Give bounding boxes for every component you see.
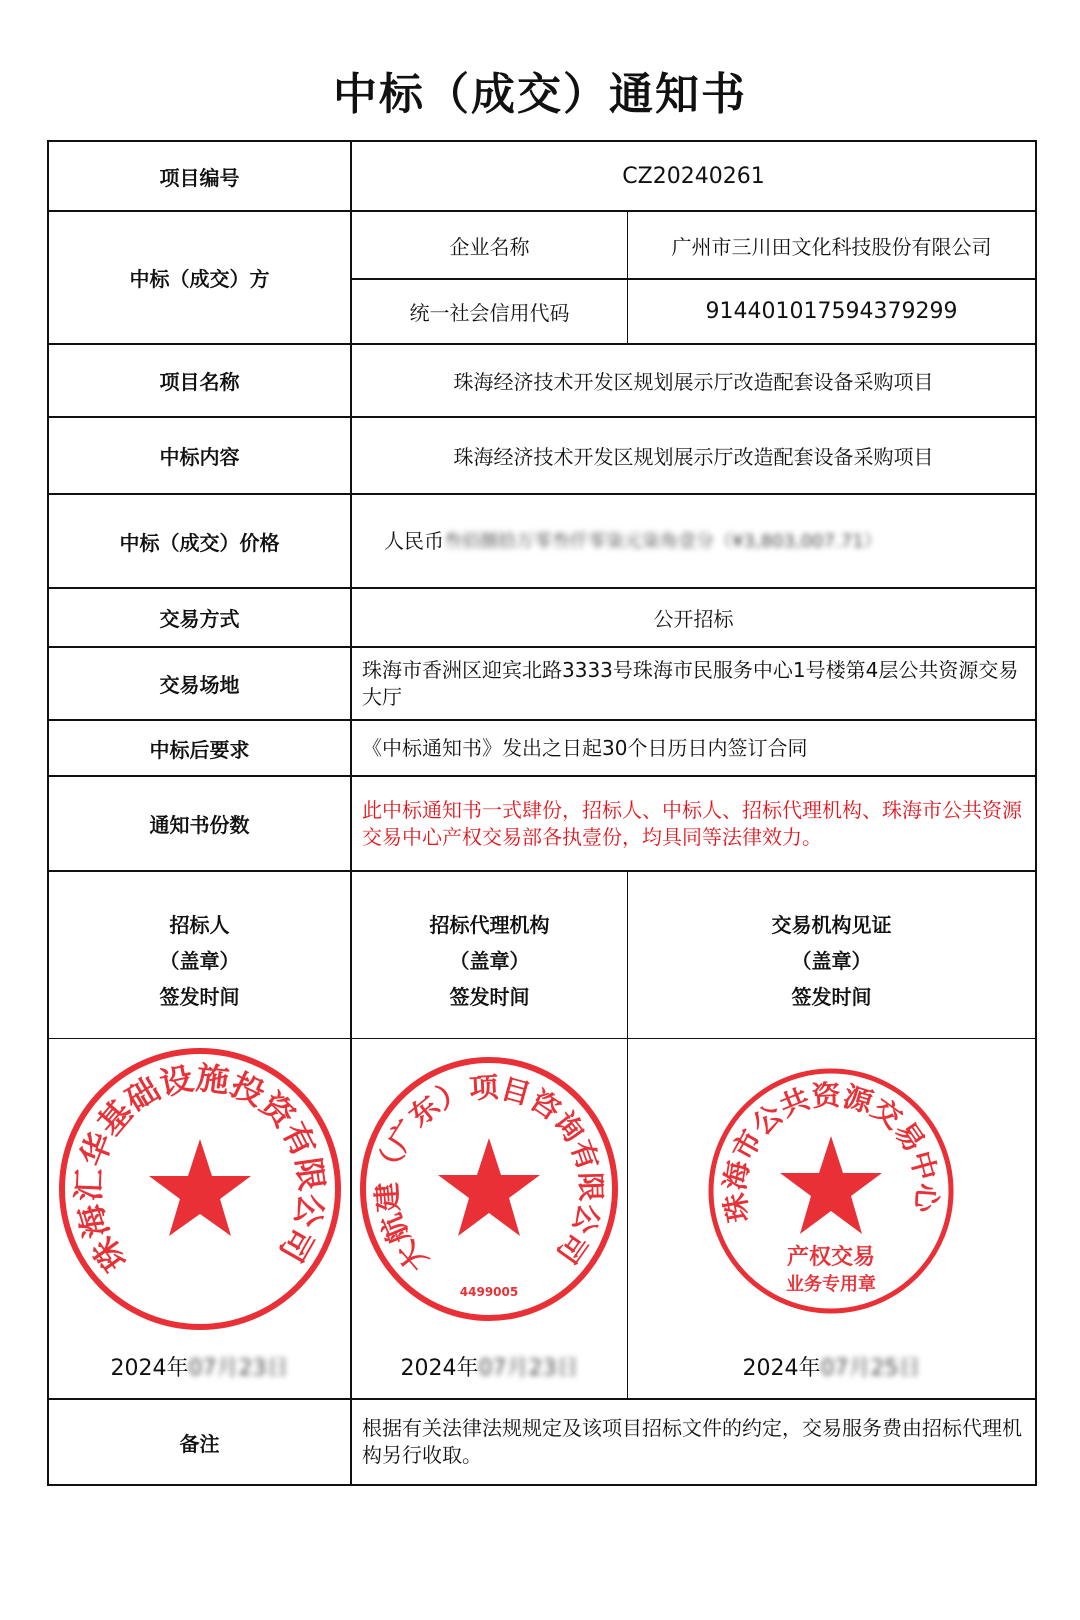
svg-text:大航建（广东）项目咨询有限公司: 大航建（广东）项目咨询有限公司: [370, 1070, 608, 1278]
date-redacted: 07月25日: [820, 1355, 921, 1381]
project-name-value: 珠海经济技术开发区规划展示厅改造配套设备采购项目: [453, 370, 934, 394]
signer-seal-label: （盖章）: [159, 949, 240, 973]
company-label: 企业名称: [449, 234, 530, 259]
method-label: 交易方式: [159, 607, 240, 631]
date-year: 2024年: [400, 1355, 479, 1381]
signer-title: 招标代理机构: [429, 913, 550, 937]
signer-agency: [352, 896, 627, 1026]
signer-time-label: 签发时间: [159, 985, 240, 1009]
signer-date-exchange: [628, 1346, 1035, 1386]
venue-label: 交易场地: [159, 673, 240, 697]
signer-tenderer: [49, 896, 350, 1026]
project-no-value: CZ20240261: [622, 163, 765, 189]
date-redacted: 07月23日: [188, 1355, 289, 1381]
date-year: 2024年: [110, 1355, 189, 1381]
document-title: 中标（成交）通知书: [333, 69, 747, 120]
svg-text:4499005: 4499005: [459, 1285, 519, 1299]
svg-text:产权交易: 产权交易: [786, 1245, 876, 1270]
credit-label: 统一社会信用代码: [409, 301, 570, 325]
price-amount-redacted: 叁佰捌拾万零叁仟零柒元柒角壹分（¥3,803,007.71）: [444, 530, 882, 552]
project-no-label: 项目编号: [159, 165, 240, 190]
winner-label: 中标（成交）方: [129, 267, 270, 291]
signer-title: 交易机构见证: [771, 913, 892, 937]
stamp-tenderer: [55, 1044, 345, 1334]
stamp-agency: [356, 1056, 622, 1322]
price-prefix: 人民币: [384, 528, 444, 553]
content-label: 中标内容: [159, 445, 240, 469]
credit-value: 914401017594379299: [705, 299, 958, 324]
company-value: 广州市三川田文化科技股份有限公司: [671, 234, 992, 259]
svg-text:珠海市公共资源交易中心: 珠海市公共资源交易中心: [718, 1078, 944, 1225]
signer-seal-label: （盖章）: [791, 949, 872, 973]
date-redacted: 07月23日: [478, 1355, 579, 1381]
signer-title: 招标人: [169, 913, 230, 937]
requirement-value: 《中标通知书》发出之日起30个日历日内签订合同: [362, 735, 808, 760]
price-value: [352, 495, 1035, 587]
signer-time-label: 签发时间: [449, 985, 530, 1009]
method-value: 公开招标: [653, 607, 734, 631]
venue-value: 珠海市香洲区迎宾北路3333号珠海市民服务中心1号楼第4层公共资源交易大厅: [362, 657, 1019, 709]
signer-exchange: [628, 896, 1035, 1026]
signer-date-agency: [352, 1346, 627, 1386]
svg-text:珠海汇华基础设施投资有限公司: 珠海汇华基础设施投资有限公司: [69, 1058, 331, 1279]
svg-text:业务专用章: 业务专用章: [786, 1274, 876, 1295]
copies-label: 通知书份数: [149, 813, 250, 837]
date-year: 2024年: [742, 1355, 821, 1381]
remarks-label: 备注: [179, 1431, 220, 1456]
signer-date-tenderer: [49, 1346, 350, 1386]
requirement-label: 中标后要求: [149, 737, 250, 762]
project-name-label: 项目名称: [159, 370, 240, 394]
copies-value: 此中标通知书一式肆份，招标人、中标人、招标代理机构、珠海市公共资源交易中心产权交易部各执壹份，均具同等法律效力。: [362, 797, 1022, 849]
stamp-exchange: [706, 1066, 956, 1316]
remarks-value: 根据有关法律法规规定及该项目招标文件的约定，交易服务费由招标代理机构另行收取。: [362, 1416, 1022, 1467]
content-value: 珠海经济技术开发区规划展示厅改造配套设备采购项目: [453, 445, 934, 469]
price-label: 中标（成交）价格: [119, 530, 280, 555]
signer-seal-label: （盖章）: [449, 949, 530, 973]
signer-time-label: 签发时间: [791, 985, 872, 1009]
